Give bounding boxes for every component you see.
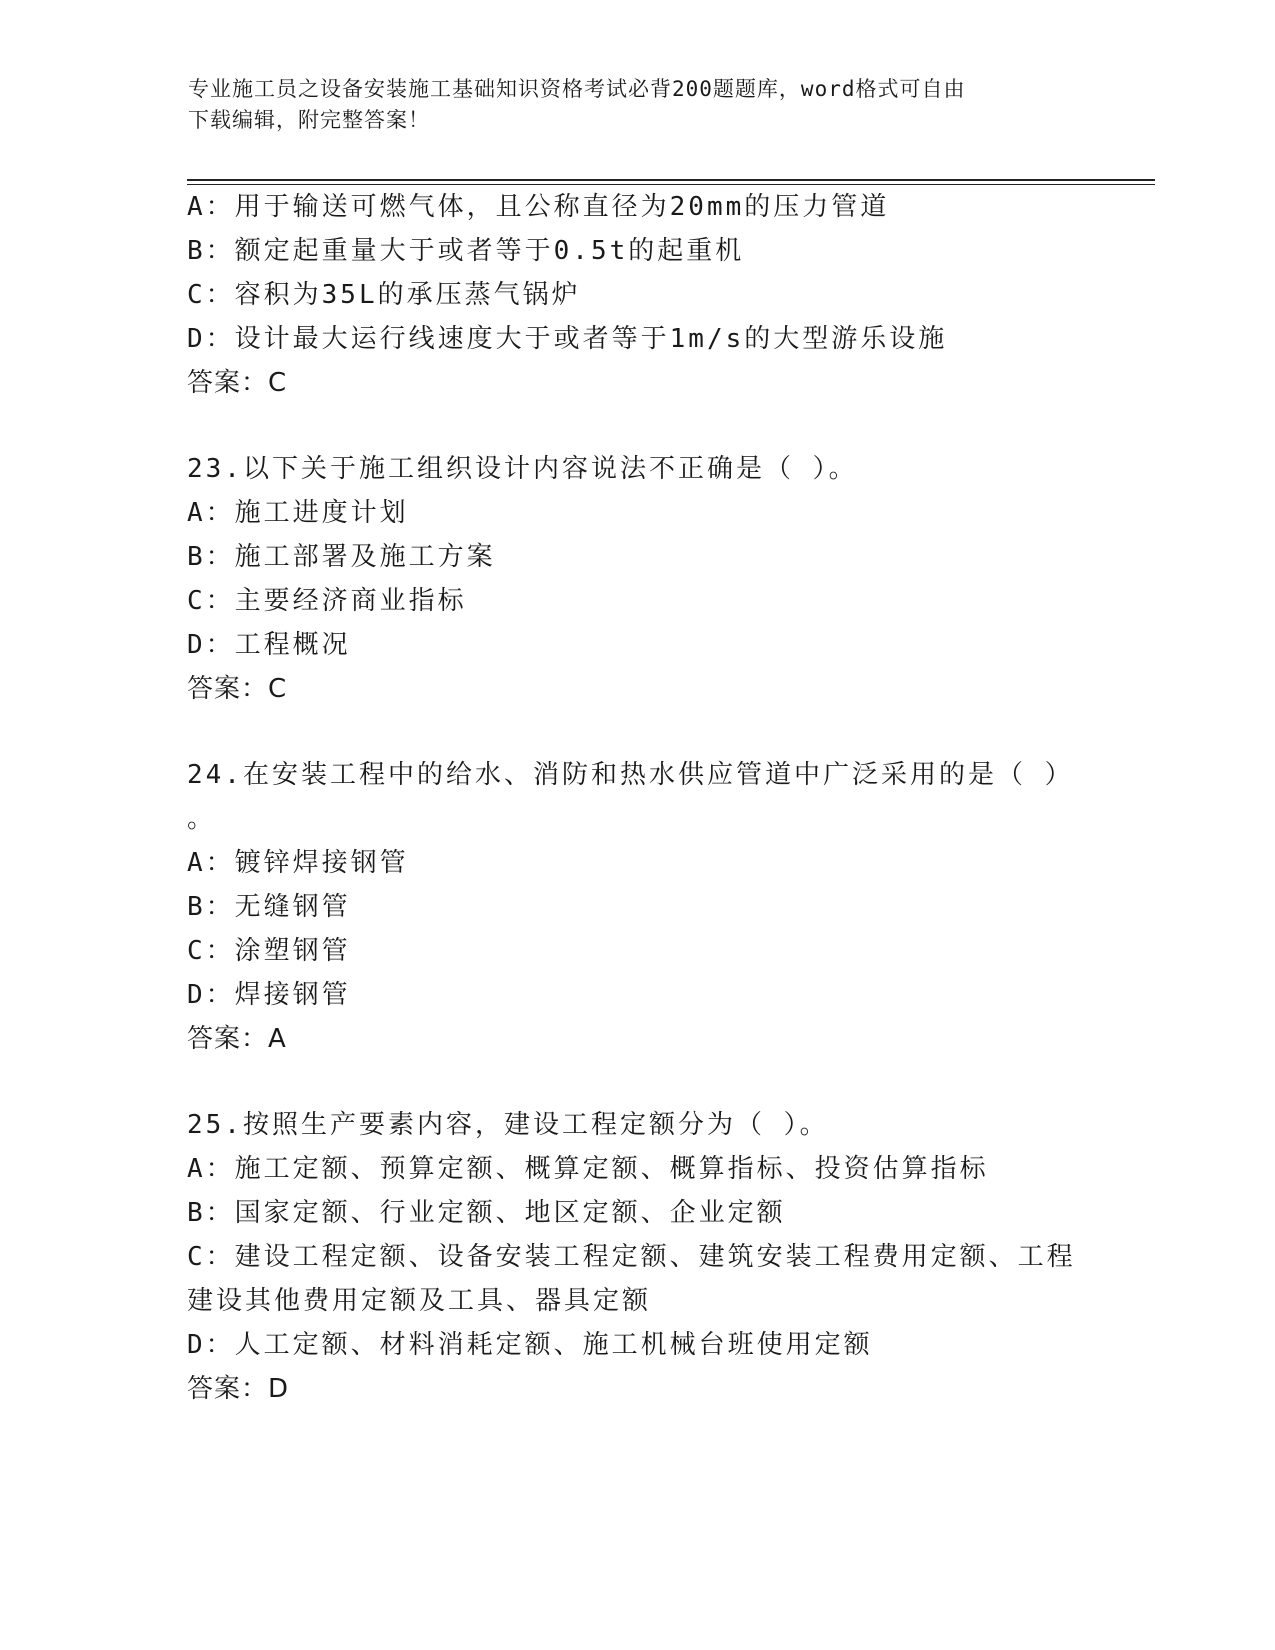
q22-option-b: B：额定起重量大于或者等于0.5t的起重机 xyxy=(187,236,745,266)
header-line-1: 专业施工员之设备安装施工基础知识资格考试必背200题题库，word格式可自由 xyxy=(188,77,966,101)
q23-answer: 答案：C xyxy=(187,674,288,704)
document-header xyxy=(188,74,1068,136)
q24-answer: 答案：A xyxy=(187,1024,287,1054)
q25-option-c-cont: 建设其他费用定额及工具、器具定额 xyxy=(187,1286,652,1316)
header-line-2: 下载编辑，附完整答案！ xyxy=(188,108,430,132)
q25-option-d: D：人工定额、材料消耗定额、施工机械台班使用定额 xyxy=(187,1330,873,1360)
q25-answer: 答案：D xyxy=(187,1374,290,1404)
q22-option-c: C：容积为35L的承压蒸气锅炉 xyxy=(187,280,581,310)
q24-option-d: D：焊接钢管 xyxy=(187,980,351,1010)
q22-option-a: A：用于输送可燃气体，且公称直径为20mm的压力管道 xyxy=(187,192,890,222)
q24-option-a: A：镀锌焊接钢管 xyxy=(187,848,409,878)
q25-option-a: A：施工定额、预算定额、概算定额、概算指标、投资估算指标 xyxy=(187,1154,989,1184)
q24-option-c: C：涂塑钢管 xyxy=(187,936,351,966)
q24-question: 24.在安装工程中的给水、消防和热水供应管道中广泛采用的是（ ） xyxy=(187,760,1074,790)
q23-question: 23.以下关于施工组织设计内容说法不正确是（ ）。 xyxy=(187,454,858,484)
q24-question-cont: 。 xyxy=(187,804,217,834)
q25-option-b: B：国家定额、行业定额、地区定额、企业定额 xyxy=(187,1198,786,1228)
q23-option-c: C：主要经济商业指标 xyxy=(187,586,467,616)
q23-option-a: A：施工进度计划 xyxy=(187,498,409,528)
q23-option-d: D：工程概况 xyxy=(187,630,351,660)
header-divider xyxy=(187,179,1155,185)
q23-option-b: B：施工部署及施工方案 xyxy=(187,542,496,572)
q22-answer: 答案：C xyxy=(187,368,288,398)
q25-question: 25.按照生产要素内容，建设工程定额分为（ ）。 xyxy=(187,1110,829,1140)
q22-option-d: D：设计最大运行线速度大于或者等于1m/s的大型游乐设施 xyxy=(187,324,948,354)
q24-option-b: B：无缝钢管 xyxy=(187,892,351,922)
q25-option-c: C：建设工程定额、设备安装工程定额、建筑安装工程费用定额、工程 xyxy=(187,1242,1076,1272)
